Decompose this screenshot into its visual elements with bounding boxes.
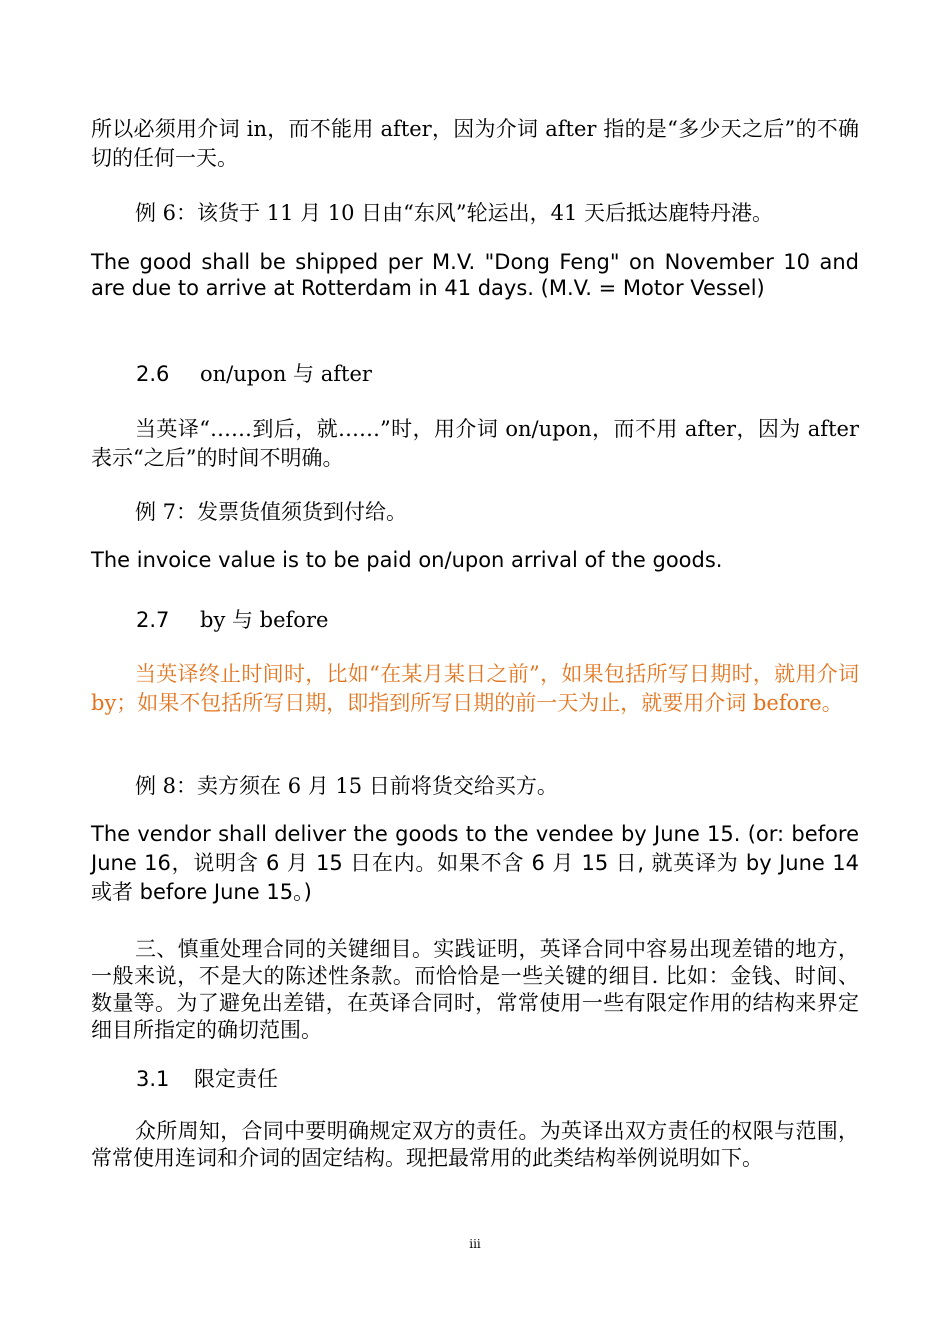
example-6-english: The good shall be shipped per M.V. "Dong Feng" on November 10 and are due to arrive at Rotterdam in 41 days. (M.V. = Motor Vessel) <box>91 250 859 300</box>
section-heading-2-7 <box>136 606 328 635</box>
example-8-chinese: 例 8：卖方须在 6 月 15 日前将货交给买方。 <box>135 774 558 798</box>
example-6-chinese: 例 6：该货于 11 月 10 日由“东风”轮运出，41 天后抵达鹿特丹港。 <box>135 201 774 225</box>
paragraph-by-before-highlighted: 当英译终止时间时，比如“在某月某日之前”，如果包括所写日期时，就用介词 by；如果不包括所写日期，即指到所写日期的前一天为止，就要用介词 before。 <box>91 662 859 715</box>
example-7-english: The invoice value is to be paid on/upon arrival of the goods. <box>91 548 723 572</box>
paragraph-on-upon: 当英译“……到后，就……”时，用介词 on/upon，而不用 after，因为 after 表示“之后”的时间不明确。 <box>91 417 859 470</box>
paragraph-responsibility: 众所周知，合同中要明确规定双方的责任。为英译出双方责任的权限与范围，常常使用连词和介词的固定结构。现把最常用的此类结构举例说明如下。 <box>91 1119 859 1170</box>
heading-title: 限定责任 <box>194 1067 278 1091</box>
paragraph-section-three: 三、慎重处理合同的关键细目。实践证明，英译合同中容易出现差错的地方，一般来说，不是大的陈述性条款。而恰恰是一些关键的细目. 比如：金钱、时间、数量等。为了避免出差错，在英译合同时，常常使用一些有限定作用的结构来界定细目所指定的确切范围。 <box>91 937 859 1042</box>
section-heading-2-6 <box>136 360 372 389</box>
example-7-chinese: 例 7：发票货值须货到付给。 <box>135 500 408 524</box>
heading-number: 2.7 <box>136 608 170 632</box>
example-8-english: The vendor shall deliver the goods to the vendee by June 15. (or: before June 16，说明含 6 月 15 日在内。如果不含 6 月 15 日, 就英译为 by June 14 或者 before June 15。) <box>91 822 859 904</box>
heading-title: on/upon 与 after <box>200 362 372 386</box>
heading-number: 2.6 <box>136 362 170 386</box>
paragraph-in-after: 所以必须用介词 in，而不能用 after，因为介词 after 指的是“多少天之后”的不确切的任何一天。 <box>91 117 859 170</box>
section-heading-3-1 <box>136 1065 278 1094</box>
page-number: iii <box>469 1237 481 1251</box>
heading-title: by 与 before <box>200 608 329 632</box>
heading-number: 3.1 <box>136 1067 170 1091</box>
